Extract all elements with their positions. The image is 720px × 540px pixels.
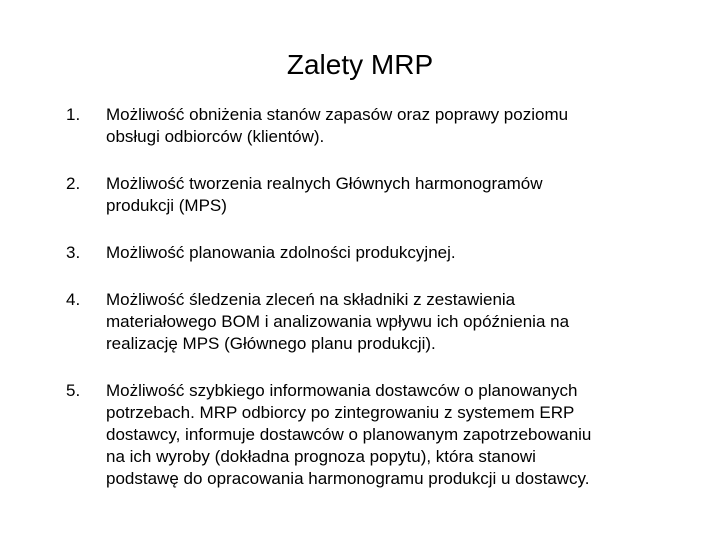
item-text: Możliwość szybkiego informowania dostawców o planowanych potrzebach. MRP odbiorcy po zintegrowaniu z systemem ERP dostawcy, informuje dostawców o planowanym zapotrzebowaniu na ich wyroby (dokładna prognoza popytu), która stanowi podstawę do opracowania harmonogramu produkcji u dostawcy. xyxy=(106,381,592,488)
list-item xyxy=(66,242,696,264)
item-text: Możliwość tworzenia realnych Głównych harmonogramów produkcji (MPS) xyxy=(106,174,543,215)
item-number: 4. xyxy=(66,290,81,309)
slide-title: Zalety MRP xyxy=(286,48,434,80)
item-number: 1. xyxy=(66,105,81,124)
item-number: 2. xyxy=(66,174,81,193)
item-number: 5. xyxy=(66,381,81,400)
item-text: Możliwość obniżenia stanów zapasów oraz poprawy poziomu obsługi odbiorców (klientów). xyxy=(106,105,569,146)
item-text: Możliwość planowania zdolności produkcyjnej. xyxy=(106,243,456,262)
list-item xyxy=(66,104,696,148)
list-item xyxy=(66,380,696,490)
list-item xyxy=(66,289,696,355)
list-item xyxy=(66,173,696,217)
item-text: Możliwość śledzenia zleceń na składniki z zestawienia materiałowego BOM i analizowania wpływu ich opóźnienia na realizację MPS (Głównego planu produkcji). xyxy=(106,290,570,353)
advantages-list xyxy=(66,104,696,490)
item-number: 3. xyxy=(66,243,81,262)
